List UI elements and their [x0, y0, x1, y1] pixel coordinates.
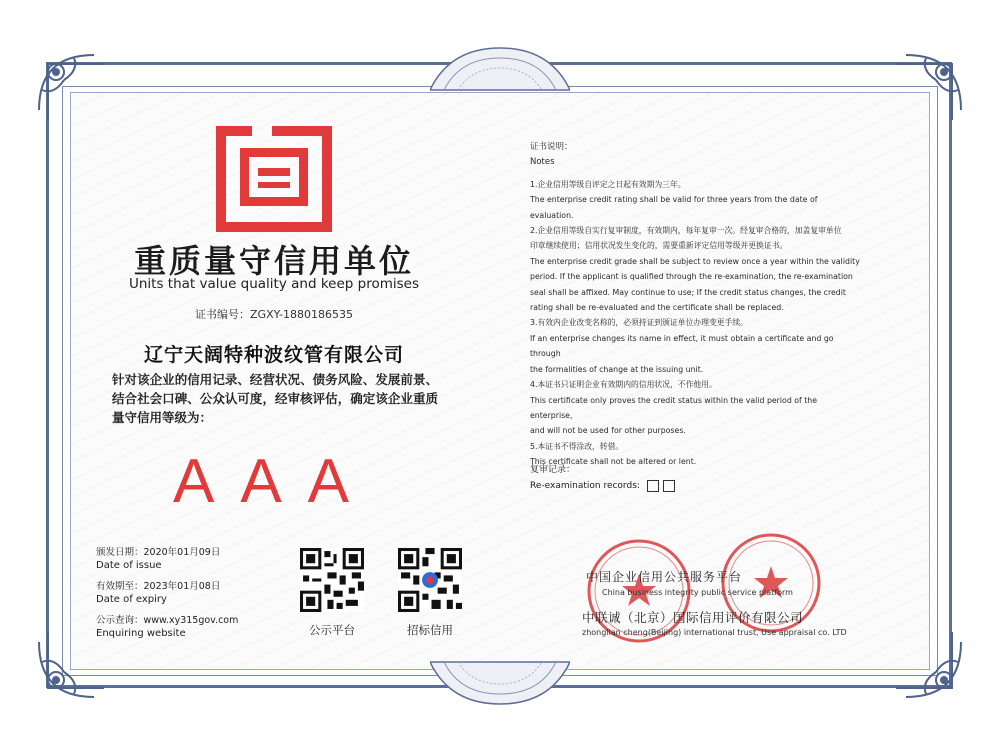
corner-ornament-top-right [876, 50, 966, 140]
note-line: This certificate shall not be altered or lent. [530, 457, 697, 467]
note-line: and will not be used for other purposes. [530, 426, 686, 436]
reexam-checkbox-2[interactable] [663, 480, 675, 492]
note-line: 1.企业信用等级自评定之日起有效期为三年。 [530, 179, 686, 189]
reexam-label-en: Re-examination records: [530, 481, 640, 491]
certificate-notes [530, 140, 860, 470]
certificate-description: 针对该企业的信用记录、经营状况、债务风险、发展前景、结合社会口碑、公众认可度，经审核评估，确定该企业重质量守信用等级为： [112, 372, 438, 425]
qr-code-bidding-credit[interactable] [398, 548, 462, 612]
issuer-company-cn: 中联诚（北京）国际信用评价有限公司 [582, 610, 804, 625]
note-line: The enterprise credit rating shall be valid for three years from the date of evaluation. [530, 195, 818, 220]
reexam-label-cn: 复审记录： [530, 465, 576, 475]
reexam-checkbox-1[interactable] [647, 480, 659, 492]
note-line: 4.本证书只证明企业有效期内的信用状况，不作他用。 [530, 380, 717, 390]
certificate-title: 重质量守信用单位 [133, 242, 414, 280]
note-line: 2.企业信用等级自实行复审制度，有效期内，每年复审一次。经复审合格的，加盖复审单位 [530, 226, 842, 236]
note-line: 3.有效内企业改变名称的，必须持证到颁证单位办理变更手续。 [530, 318, 748, 328]
website-cn: 公示查询：www.xy315gov.com [96, 615, 239, 626]
company-name: 辽宁天阔特种波纹管有限公司 [143, 344, 404, 366]
enquiry-website [96, 614, 238, 640]
corner-ornament-top-left [34, 50, 124, 140]
certificate-number: 证书编号：ZGXY-1880186535 [195, 308, 353, 321]
certificate-subtitle: Units that value quality and keep promises [128, 276, 419, 292]
top-center-medallion [430, 46, 570, 92]
note-line: period. If the applicant is qualified through the re-examination, the re-examination [530, 272, 853, 282]
issuer-platform-en: China business integrity public service platform [602, 588, 793, 597]
note-line: rating shall be re-evaluated and the certificate shall be replaced. [530, 303, 784, 313]
expiry-date [96, 580, 220, 606]
expiry-date-en: Date of expiry [96, 594, 167, 605]
corner-ornament-bottom-right [876, 612, 966, 702]
note-line: This certificate only proves the credit status within the valid period of the enterprise, [530, 395, 818, 420]
note-line: If an enterprise changes its name in effect, it must obtain a certificate and go through [530, 333, 834, 359]
issue-date-en: Date of issue [96, 560, 162, 571]
notes-title-en: Notes [530, 157, 555, 168]
bottom-center-medallion [430, 660, 570, 706]
issue-date-cn: 颁发日期：2020年01月09日 [96, 547, 221, 558]
credit-seal-logo [214, 124, 334, 234]
notes-title-cn: 证书说明： [530, 142, 573, 152]
note-line: seal shall be affixed. May continue to use; If the credit status changes, the credit [530, 287, 846, 297]
issue-date [96, 546, 220, 572]
qr-label-bidding-credit: 招标信用 [407, 623, 453, 637]
issuer-company-en: zhonglian cheng(Beijing) international trust, Use appraisal co. LTD [582, 628, 847, 637]
qr-code-public-platform[interactable] [300, 548, 364, 612]
note-line: the formalities of change at the issuing unit. [530, 364, 704, 374]
note-line: 印章继续使用；信用状况发生变化的，需要重新评定信用等级并更换证书。 [530, 241, 788, 251]
website-en: Enquiring website [96, 628, 186, 639]
credit-grade: AAA [172, 447, 376, 516]
note-line: 5.本证书不得涂改，转借。 [530, 441, 624, 451]
issuer-platform-cn: 中国企业信用公共服务平台 [586, 570, 743, 584]
expiry-date-cn: 有效期至：2023年01月08日 [96, 581, 221, 592]
re-examination-records [530, 462, 675, 494]
note-line: The enterprise credit grade shall be subject to review once a year within the validity [530, 256, 860, 266]
qr-label-public-platform: 公示平台 [309, 623, 355, 637]
